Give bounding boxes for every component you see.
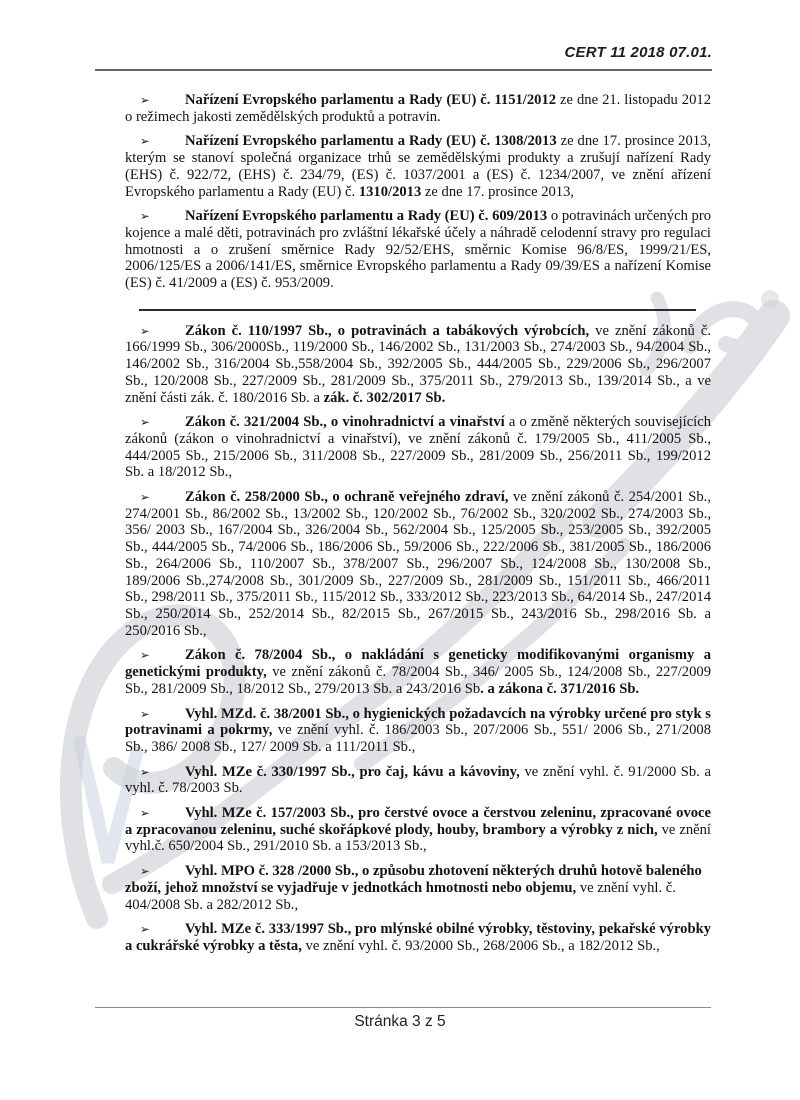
legal-item-title: Vyhl. MZd. č. 38/2001 Sb., o hygienických požadavcích na výrobky určené pro styk s potravinami a pokrmy, [125,705,711,739]
legal-item-title: Zákon č. 258/2000 Sb., o ochraně veřejného zdraví, [185,489,509,506]
legal-item-title: Zákon č. 78/2004 Sb., o nakládání s geneticky modifikovanými organismy a genetickými produkty, [125,647,711,681]
legal-item-title: Zákon č. 321/2004 Sb., o vinohradnictví a vinařství [185,414,505,431]
legal-item [125,764,711,797]
legal-item-title: Zákon č. 110/1997 Sb., o potravinách a tabákových výrobcích, [185,322,590,339]
legal-item [125,414,711,481]
legal-item-text: ve znění vyhl. č. 91/2000 Sb. a vyhl. č. 78/2003 Sb. [125,763,712,797]
legal-item-title: zák. č. 302/2017 Sb. [323,389,446,406]
document-code: CERT 11 2018 07.01. [564,44,712,61]
legal-item-text: ve znění zákonů č. 166/1999 Sb., 306/2000Sb., 119/2000 Sb., 146/2002 Sb., 131/2003 Sb., 274/2003 Sb., 94/2004 Sb., 146/2002 Sb., 316/2004 Sb.,558/2004 Sb., 392/2005 Sb., 444/2005 Sb., 229/2006 Sb., 296/2007 Sb., 120/2008 Sb., 227/2009 Sb., 281/2009 Sb., 375/2011 Sb., 279/2013 Sb., 139/2014 Sb., a ve znění části zák. č. 180/2016 Sb. a [125,322,711,406]
legal-item-text: ve znění zákonů č. 254/2001 Sb., 274/2001 Sb., 86/2002 Sb., 13/2002 Sb., 120/2002 Sb., 76/2002 Sb., 320/2002 Sb., 274/2003 Sb., 356/ 2003 Sb., 167/2004 Sb., 326/2004 Sb., 562/2004 Sb., 125/2005 Sb., 253/2005 Sb., 392/2005 Sb., 444/2005 Sb., 74/2006 Sb., 186/2006 Sb., 59/2006 Sb., 222/2006 Sb., 381/2005 Sb., 186/2006 Sb., 264/2006 Sb., 110/2007 Sb., 378/2007 Sb., 296/2007 Sb., 124/2008 Sb., 130/2008 Sb., 189/2006 Sb.,274/2008 Sb., 301/2009 Sb., 227/2009 Sb., 281/2009 Sb., 151/2011 Sb., 466/2011 Sb., 298/2011 Sb., 375/2011 Sb., 115/2012 Sb., 333/2012 Sb., 223/2013 Sb., 64/2014 Sb., 247/2014 Sb., 250/2014 Sb., 252/2014 Sb., 82/2015 Sb., 267/2015 Sb., 243/2016 Sb., 298/2016 Sb. a 250/2016 Sb., [125,489,711,639]
bullet-arrow-icon: ➢ [140,209,150,224]
legal-item-text: ze dne 17. prosince 2013, [421,183,575,200]
bullet-arrow-icon: ➢ [140,922,150,937]
legal-item-title: Nařízení Evropského parlamentu a Rady (EU) č. 1151/2012 [185,92,557,108]
bullet-arrow-icon: ➢ [140,415,150,430]
legal-item [125,805,711,855]
bullet-arrow-icon: ➢ [140,864,150,879]
bullet-arrow-icon: ➢ [140,93,150,107]
bullet-arrow-icon: ➢ [140,764,150,779]
legal-item-title: Vyhl. MZe č. 333/1997 Sb., pro mlýnské obilné výrobky, těstoviny, pekařské výrobky a cukrářské výrobky a těsta, [125,921,711,954]
legal-item-text: ve znění vyhl. č. 93/2000 Sb., 268/2006 Sb., a 182/2012 Sb., [301,937,660,954]
legal-item-title: Nařízení Evropského parlamentu a Rady (EU) č. 1308/2013 [185,133,557,150]
legal-item [125,133,711,200]
footer-divider [95,1007,711,1008]
legal-item [125,92,711,125]
legal-item [125,208,711,292]
legal-item-title: Vyhl. MZe č. 330/1997 Sb., pro čaj, kávu a kávoviny, [185,763,520,780]
legal-item-text: ze dne 17. prosince 2013, kterým se stanoví společná organizace trhů se zemědělskými produkty a zrušují nařízení Rady (EHS) č. 922/72, (EHS) č. 234/79, (ES) č. 1037/2001 a (ES) č. 1234/2007, ve znění ařízení Evropského parlamentu a Rady (EU) č. [125,133,711,200]
legal-item [125,647,711,697]
section-separator [139,309,696,311]
legal-item-text: ve znění vyhl. č. 404/2008 Sb. a 282/2012 Sb., [125,879,676,913]
bullet-arrow-icon: ➢ [140,323,150,338]
legal-item-text: ze dne 21. listopadu 2012 o režimech jakosti zemědělských produktů a potravin. [125,92,711,125]
legal-item [125,921,711,954]
bullet-arrow-icon: ➢ [140,648,150,663]
legal-item-text: ve znění zákonů č. 78/2004 Sb., 346/ 2005 Sb., 124/2008 Sb., 227/2009 Sb., 281/2009 Sb., 18/2012 Sb., 279/2013 Sb. a 243/2016 Sb [125,664,711,697]
bullet-arrow-icon: ➢ [140,806,150,821]
legal-item [125,706,711,756]
legal-item-title: Vyhl. MZe č. 157/2003 Sb., pro čerstvé ovoce a čerstvou zeleninu, zpracované ovoce a zpracovanou zeleninu, suché skořápkové plody, houby, brambory a výrobky z nich, [125,805,711,838]
legal-item-title: Vyhl. MPO č. 328 /2000 Sb., o způsobu zhotovení některých druhů hotově baleného zboží, jehož množství se vyjadřuje v jednotkách hmotnosti nebo objemu, [125,863,702,896]
legal-item-text: o potravinách určených pro kojence a malé děti, potravinách pro zvláštní lékařské účely a náhradě celodenní stravy pro regulaci hmotnosti a o zrušení směrnice Rady 92/52/EHS, směrnic Komise 96/8/ES, 1999/21/ES, 2006/125/ES a 2006/141/ES, směrnice Evropského parlamentu a Rady 09/39/ES a nařízení Komise (ES) č. 41/2009 a (ES) č. 953/2009. [125,208,711,292]
legal-item-title: . a zákona č. 371/2016 Sb. [480,680,640,697]
legal-list [125,92,711,963]
bullet-arrow-icon: ➢ [140,134,150,149]
bullet-arrow-icon: ➢ [140,706,150,721]
page-number: Stránka 3 z 5 [354,1013,446,1030]
legal-item-text: ve znění vyhl. č. 186/2003 Sb., 207/2006 Sb., 551/ 2006 Sb., 271/2008 Sb., 386/ 2008 Sb., 127/ 2009 Sb. a 111/2011 Sb., [125,722,712,755]
legal-item [125,863,711,913]
legal-item-text: a o změně některých souvisejících zákonů (zákon o vinohradnictví a vinařství), ve znění zákonů č. 179/2005 Sb., 411/2005 Sb., 444/2005 Sb., 215/2006 Sb., 311/2008 Sb., 227/2009 Sb., 281/2009 Sb., 256/2011 Sb., 199/2012 Sb. a 18/2012 Sb., [125,414,711,481]
legal-item [125,489,711,639]
legal-item [125,323,711,407]
bullet-arrow-icon: ➢ [140,490,150,505]
legal-item-text: ve znění vyhl.č. 650/2004 Sb., 291/2010 Sb. a 153/2013 Sb., [125,821,711,855]
legal-item-title: 1310/2013 [358,183,422,200]
header-divider [95,69,712,71]
legal-item-title: Nařízení Evropského parlamentu a Rady (EU) č. 609/2013 [185,208,548,225]
